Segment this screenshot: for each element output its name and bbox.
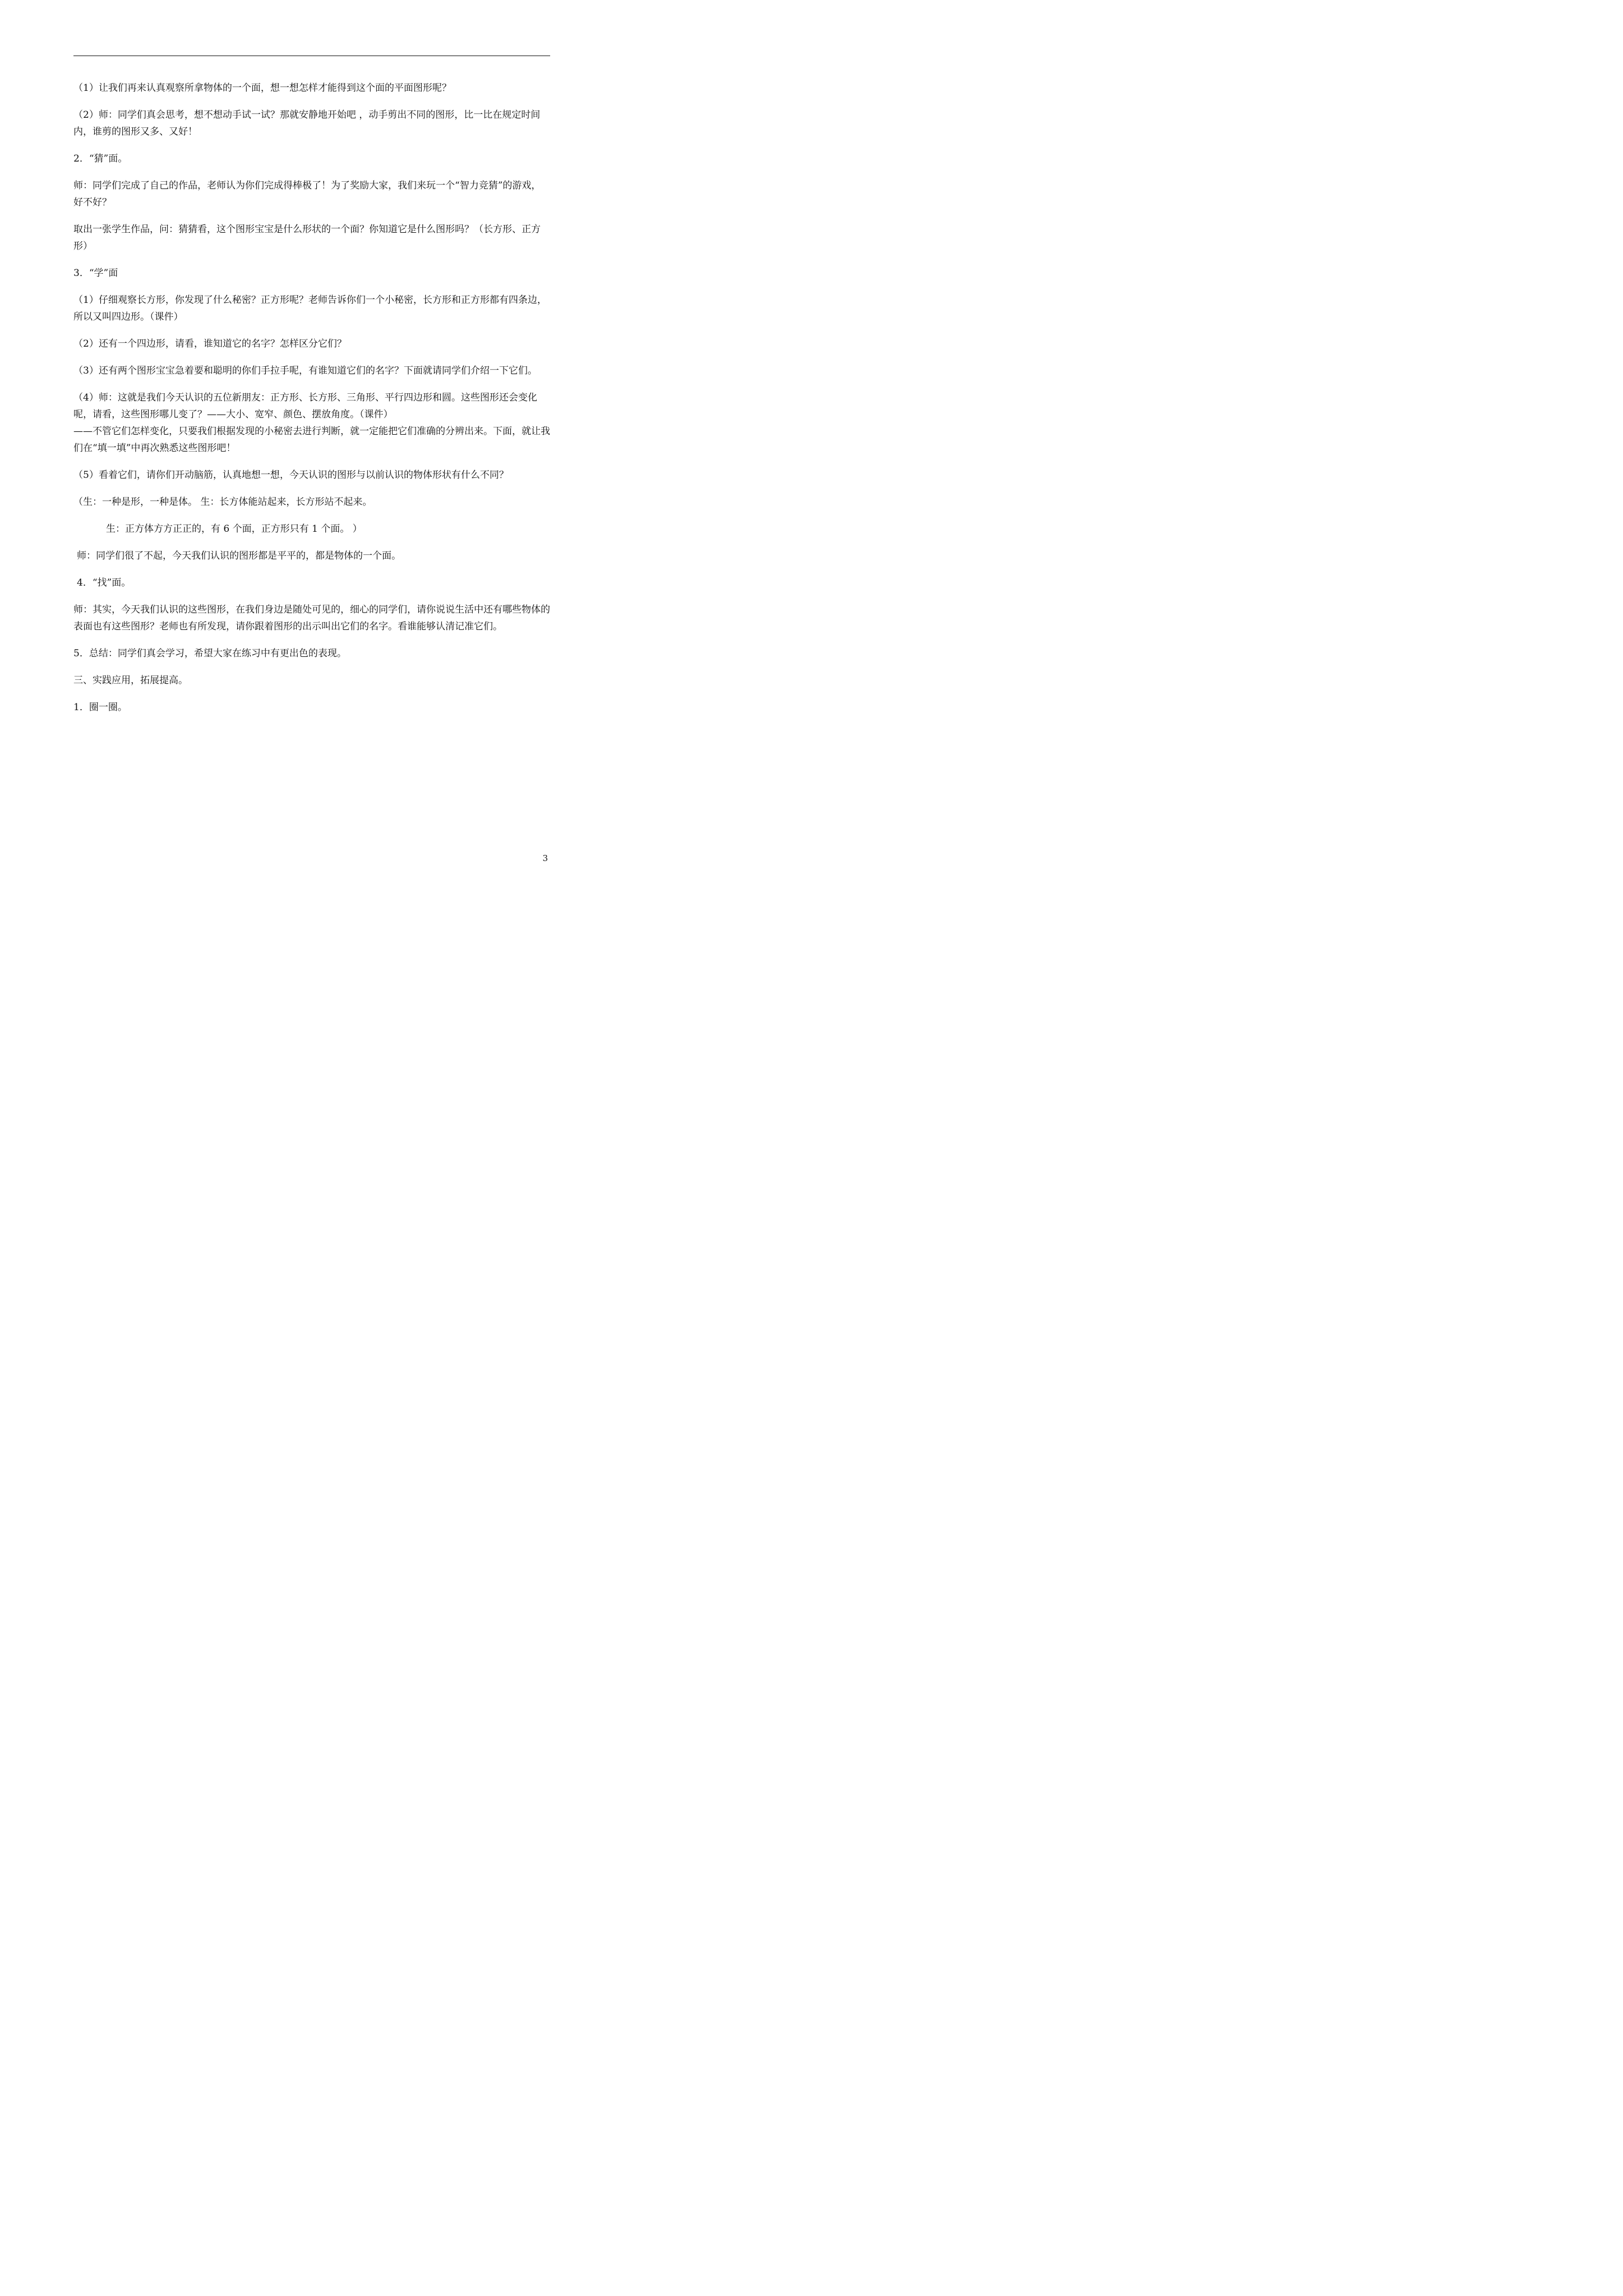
section-heading-find: 4．“找”面。 xyxy=(77,577,131,588)
paragraph-1: （1）让我们再来认真观察所拿物体的一个面，想一想怎样才能得到这个面的平面图形呢？ xyxy=(73,82,451,94)
section-heading-guess: 2．“猜”面。 xyxy=(73,153,128,164)
paragraph-13: （生：一种是形，一种是体。 生：长方体能站起来，长方形站不起来。 xyxy=(73,496,372,508)
document-page xyxy=(0,0,617,873)
section-heading-practice: 三、实践应用，拓展提高。 xyxy=(73,675,188,686)
document-body xyxy=(73,80,550,716)
paragraph-20: 1．圈一圈。 xyxy=(73,702,127,713)
paragraph-5: 取出一张学生作品，问：猜猜看，这个图形宝宝是什么形状的一个面？你知道它是什么图形吗？（长方形、正方形） xyxy=(73,224,541,252)
paragraph-4: 师：同学们完成了自己的作品，老师认为你们完成得棒极了！为了奖励大家，我们来玩一个“智力竞猜”的游戏，好不好？ xyxy=(73,180,541,208)
paragraph-8: （2）还有一个四边形，请看，谁知道它的名字？怎样区分它们？ xyxy=(73,338,347,349)
paragraph-14: 生：正方体方方正正的，有 6 个面，正方形只有 1 个面。 ） xyxy=(106,523,362,535)
paragraph-2: （2）师：同学们真会思考，想不想动手试一试？那就安静地开始吧 ，动手剪出不同的图形，比一比在规定时间内，谁剪的图形又多、又好！ xyxy=(73,109,541,137)
paragraph-12: （5）看着它们，请你们开动脑筋，认真地想一想，今天认识的图形与以前认识的物体形状有什么不同？ xyxy=(73,470,509,481)
paragraph-17: 师：其实，今天我们认识的这些图形，在我们身边是随处可见的，细心的同学们，请你说说生活中还有哪些物体的表面也有这些图形？老师也有所发现，请你跟着图形的出示叫出它们的名字。看谁能够认清记准它们。 xyxy=(73,604,550,632)
paragraph-15: 师：同学们很了不起，今天我们认识的图形都是平平的，都是物体的一个面。 xyxy=(77,550,401,562)
page-number: 3 xyxy=(542,853,548,863)
section-heading-learn: 3．“学”面 xyxy=(73,268,118,279)
paragraph-7: （1）仔细观察长方形，你发现了什么秘密？正方形呢？老师告诉你们一个小秘密，长方形和正方形都有四条边，所以又叫四边形。（课件） xyxy=(73,295,547,323)
paragraph-11: ——不管它们怎样变化，只要我们根据发现的小秘密去进行判断，就一定能把它们准确的分辨出来。下面，就让我们在“填一填”中再次熟悉这些图形吧！ xyxy=(73,426,550,454)
paragraph-18: 5．总结：同学们真会学习，希望大家在练习中有更出色的表现。 xyxy=(73,648,347,659)
paragraph-10: （4）师：这就是我们今天认识的五位新朋友：正方形、长方形、三角形、平行四边形和圆。这些图形还会变化呢，请看，这些图形哪儿变了？——大小、宽窄、颜色、摆放角度。（课件） xyxy=(73,392,537,420)
paragraph-9: （3）还有两个图形宝宝急着要和聪明的你们手拉手呢，有谁知道它们的名字？下面就请同学们介绍一下它们。 xyxy=(73,365,537,376)
